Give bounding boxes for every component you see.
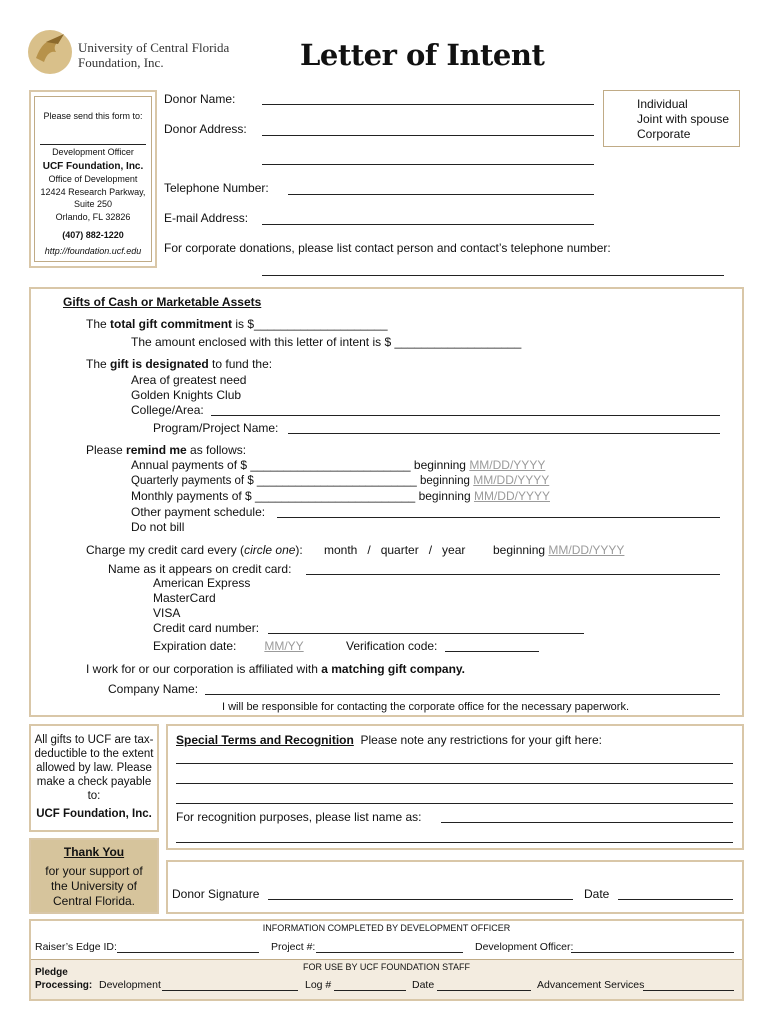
signature-date-label: Date [584,887,610,901]
recognition-field-1[interactable] [441,822,733,823]
project-label: Project #: [271,941,316,953]
donor-address-label: Donor Address: [164,122,247,136]
program-field[interactable] [288,433,720,434]
staff-use-header: FOR USE BY UCF FOUNDATION STAFF [302,962,470,972]
annual-date[interactable]: MM/DD/YYYY [469,458,546,472]
raisers-edge-label: Raiser’s Edge ID: [35,941,117,953]
paperwork-note: I will be responsible for contacting the corporate office for the necessary paperwork. [222,701,630,713]
tax-org: UCF Foundation, Inc. [36,808,152,820]
development-label: Development [99,979,161,991]
pledge-label: Pledge [35,967,68,978]
enclosed-amount[interactable]: The amount enclosed with this letter of intent is $ ___________________ [131,335,522,349]
do-not-bill[interactable]: Do not bill [131,520,185,534]
company-name-label: Company Name: [108,682,199,696]
card-amex[interactable]: American Express [153,576,251,590]
telephone-label: Telephone Number: [164,181,269,195]
expiration-label: Expiration date: [153,639,237,653]
donor-address-field-2[interactable] [262,164,594,165]
college-field[interactable] [211,415,720,416]
send-to-label: Please send this form to: [43,111,143,121]
thank-you-title: Thank You [63,845,125,859]
card-number-label: Credit card number: [153,621,260,635]
tax-text: All gifts to UCF are tax-deductible to the extent allowed by law. Please make a check payable to: [34,734,154,802]
special-note: Please note any restrictions for your gift here: [360,733,602,747]
matching-bold: a matching gift company. [321,662,466,676]
commit-pre: The [86,317,111,331]
donor-address-field-1[interactable] [262,135,594,136]
org-name-line2: Foundation, Inc. [78,55,164,70]
signature-label: Donor Signature [172,887,260,901]
company-name-field[interactable] [205,694,720,695]
credit-frequency[interactable]: month / quarter / year [324,543,466,557]
verification-field[interactable] [445,651,539,652]
sidebar-street: 12424 Research Parkway, [40,186,146,197]
commit-bold: total gift commitment [110,317,233,331]
completed-by-header: INFORMATION COMPLETED BY DEVELOPMENT OFFICER [262,923,511,933]
credit-date[interactable]: MM/DD/YYYY [548,543,625,557]
annual-payments[interactable]: Annual payments of $ ________________________ beginning [131,458,466,472]
name-on-card-label: Name as it appears on credit card: [108,562,292,576]
fund-greatest-need[interactable]: Area of greatest need [131,373,247,387]
monthly-date[interactable]: MM/DD/YYYY [473,489,550,503]
gifts-section-title: Gifts of Cash or Marketable Assets [63,295,262,309]
other-schedule-field[interactable] [277,517,720,518]
sidebar-suite: Suite 250 [73,199,113,209]
office-date-field[interactable] [437,990,531,991]
page-title: Letter of Intent [300,38,545,72]
sidebar-city: Orlando, FL 32826 [55,211,131,222]
donor-type-corporate[interactable]: Corporate [637,127,691,141]
designated-bold: gift is designated [110,357,209,371]
remind-pre: Please [86,443,127,457]
corporate-contact-field[interactable] [262,275,724,276]
thank-you-text: for your support of the University of Central Florida. [45,864,143,908]
email-label: E-mail Address: [164,211,249,225]
commit-post[interactable]: is $____________________ [232,317,388,331]
telephone-field[interactable] [288,194,594,195]
email-field[interactable] [262,224,594,225]
name-on-card-field[interactable] [306,574,720,575]
quarterly-payments[interactable]: Quarterly payments of $ _________________________ beginning [131,475,470,487]
college-label: College/Area: [131,403,204,417]
designated-pre: The [86,357,111,371]
sidebar-office: Office of Development [48,174,138,184]
processing-label: Processing: [35,980,93,991]
sidebar-org: UCF Foundation, Inc. [42,160,144,172]
credit-post: ): [295,543,303,557]
org-name-line1: University of Central Florida [78,40,230,55]
credit-pre: Charge my credit card every ( [86,543,245,557]
donor-type-individual[interactable]: Individual [637,97,688,111]
donor-name-field[interactable] [262,104,594,105]
log-field[interactable] [334,990,406,991]
monthly-payments[interactable]: Monthly payments of $ ________________________ beginning [131,489,471,503]
credit-beginning: beginning [493,543,546,557]
restrictions-field-1[interactable] [176,763,733,764]
officer-label: Development Officer [52,147,134,157]
expiration-field[interactable]: MM/YY [264,639,304,653]
matching-pre: I work for or our corporation is affiliated with [86,662,322,676]
dev-officer-label: Development Officer: [475,941,574,953]
development-field[interactable] [162,990,298,991]
signature-field[interactable] [268,899,573,900]
card-mastercard[interactable]: MasterCard [153,591,216,605]
other-schedule-label: Other payment schedule: [131,505,266,519]
remind-post: as follows: [186,443,247,457]
verification-label: Verification code: [346,639,438,653]
designated-post: to fund the: [208,357,273,371]
raisers-edge-field[interactable] [117,952,259,953]
date-label: Date [412,979,435,991]
special-title: Special Terms and Recognition [176,733,354,747]
donor-name-label: Donor Name: [164,92,236,106]
remind-bold: remind me [126,443,187,457]
fund-golden-knights[interactable]: Golden Knights Club [131,388,242,402]
credit-italic: circle one [244,543,296,557]
log-label: Log # [305,979,332,991]
donor-type-joint[interactable]: Joint with spouse [637,112,730,126]
restrictions-field-3[interactable] [176,803,733,804]
ucf-logo [26,28,74,76]
sidebar-web[interactable]: http://foundation.ucf.edu [44,245,142,256]
project-field[interactable] [316,952,463,953]
card-number-field[interactable] [268,633,584,634]
dev-officer-field[interactable] [571,952,734,953]
restrictions-field-2[interactable] [176,783,733,784]
adv-services-field[interactable] [643,990,734,991]
sidebar-phone: (407) 882-1220 [62,230,124,240]
recognition-label: For recognition purposes, please list name as: [176,810,422,824]
program-label: Program/Project Name: [153,421,279,435]
recognition-field-2[interactable] [176,842,733,843]
card-visa[interactable]: VISA [153,606,181,620]
corporate-note: For corporate donations, please list contact person and contact’s telephone number: [164,241,611,255]
pegasus-icon [26,28,74,76]
adv-services-label: Advancement Services [537,979,645,991]
quarterly-date[interactable]: MM/DD/YYYY [473,473,550,487]
signature-date-field[interactable] [618,899,733,900]
